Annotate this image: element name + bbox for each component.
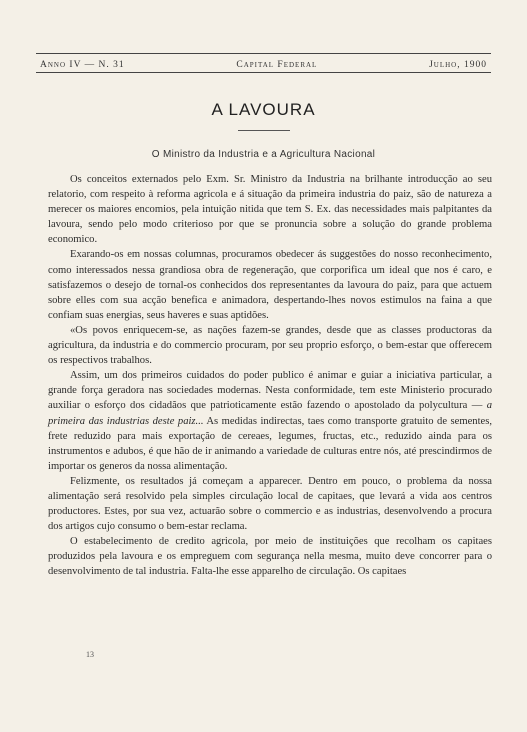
italic-quote: a primeira das industrias deste paiz... [48, 400, 492, 427]
header-issue: Anno IV — N. 31 [40, 60, 125, 70]
running-header [40, 60, 487, 70]
paragraph-text: As medidas indirectas, taes como transporte gratuito de sementes, frete reduzido para mais exportação de cereaes, legumes, fructas, etc., reduzido ainda para os instrumentos e adubos, é que hão de ir animando a variedade de culturas entre nós, até prescindirmos de importar os generos da nossa alimentação. [48, 415, 492, 472]
paragraph-text: Assim, um dos primeiros cuidados do poder publico é animar e guiar a iniciativa particular, a grande força geradora nas sociedades modernas. Nesta conformidade, tem este Ministerio procurado auxiliar o esforço dos cidadãos que patrioticamente estão fazendo o apostolado da polycultura — [48, 370, 492, 412]
paragraph: «Os povos enriquecem-se, as nações fazem-se grandes, desde que as classes productoras da agricultura, da industria e do commercio procuram, por seu proprio esforço, o bem-estar que offerecem os respectivos trabalhos. [48, 324, 492, 367]
title-divider [238, 130, 290, 131]
header-date: Julho, 1900 [429, 60, 487, 70]
paragraph: Os conceitos externados pelo Exm. Sr. Ministro da Industria na brilhante introducção ao seu relatorio, com respeito à reforma agricola e á situação da primeira industria do paiz, são de natureza a merecer os maiores encomios, pela intuição nitida que tem S. Ex. das necessidades mais palpitantes da lavoura, sendo pelo modo criterioso por que se pronuncia sobre a solução do grande problema economico. [48, 174, 492, 246]
paragraph: Exarando-os em nossas columnas, procuramos obedecer ás suggestões do nosso reconhecimento, como interessados nessa grandiosa obra de regeneração, que corporifica um ideal que nos é caro, e satisfazemos o desejo de tornal-os conhecidos dos representantes da lavoura do paiz, para que actuem sobre elles com sua acção benefica e animadora, despertando-lhes novos estimulos na faina a que confiam suas energias, seus haveres e suas aptidões. [48, 249, 492, 321]
article-title: A LAVOURA [211, 100, 316, 119]
paragraph: Felizmente, os resultados já começam a apparecer. Dentro em pouco, o problema da nossa alimentação será resolvido pela simples circulação local de capitaes, que levará a vida aos centros productores. Estes, por sua vez, actuarão sobre o commercio e as industrias, desenvolvendo a procura dos artigos cujo consumo o bem-estar reclama. [48, 475, 492, 533]
page-number: 13 [86, 650, 94, 659]
article-subtitle: O Ministro da Industria e a Agricultura Nacional [151, 149, 376, 160]
article-body [48, 172, 492, 580]
header-place: Capital Federal [236, 60, 318, 70]
header-rule-top [36, 53, 491, 54]
paragraph: O estabelecimento de credito agricola, por meio de instituições que recolham os capitaes produzidos pela lavoura e os empreguem com segurança nella mesma, muito deve concorrer para o desenvolvimento de tal industria. Falta-lhe esse apparelho de circulação. Os capitaes [48, 536, 492, 578]
paragraph-mixed [48, 368, 492, 474]
header-rule-bottom [36, 72, 491, 73]
